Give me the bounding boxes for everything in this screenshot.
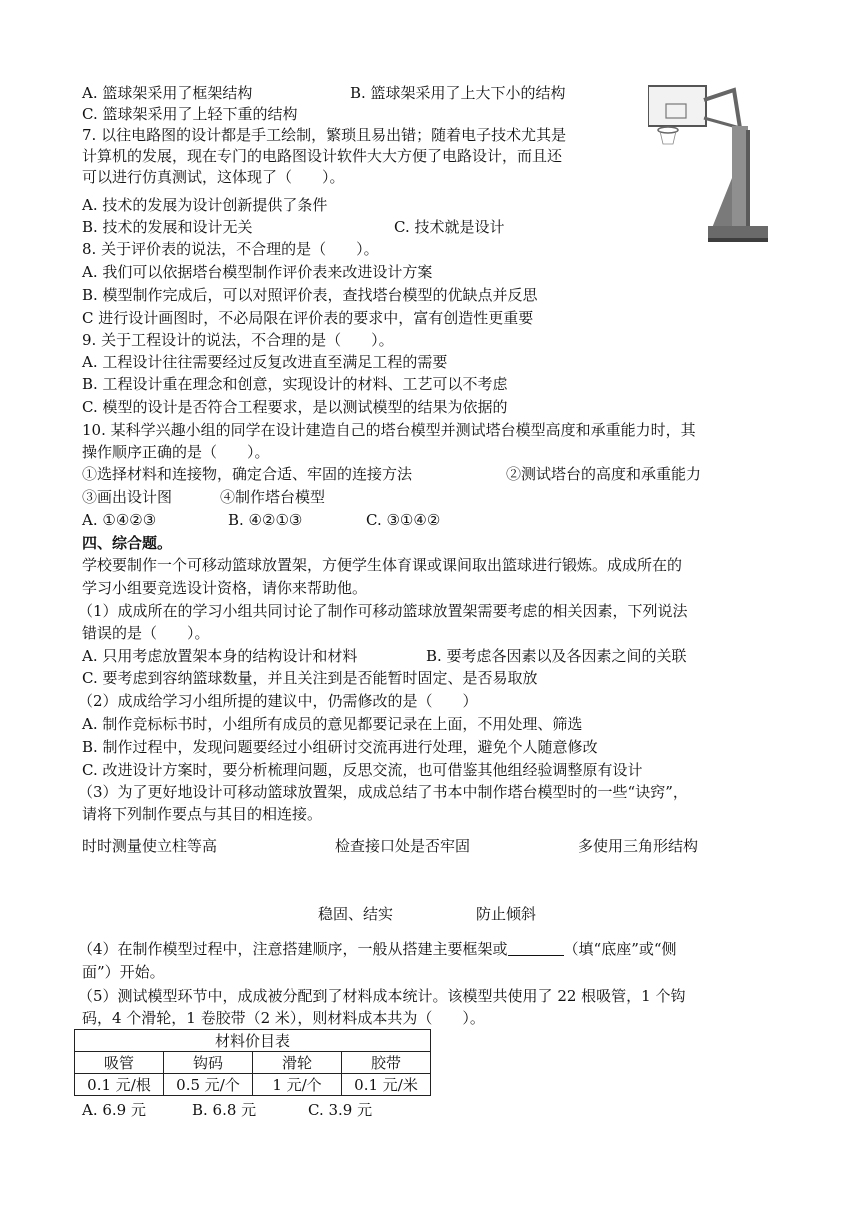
p3-purpose-2[interactable]: 防止倾斜: [476, 905, 537, 923]
p2-option-c: C. 改进设计方案时，要分析梳理问题，反思交流，也可借鉴其他组经验调整原有设计: [82, 761, 643, 779]
section-intro-line2: 学习小组要竞选设计资格，请你来帮助他。: [82, 579, 368, 597]
p3-point-2[interactable]: 检查接口处是否牢固: [335, 837, 471, 855]
p1-option-c: C. 要考虑到容纳篮球数量，并且关注到是否能暂时固定、是否易取放: [82, 669, 538, 687]
q9-option-c: C. 模型的设计是否符合工程要求，是以测试模型的结果为依据的: [82, 398, 508, 416]
q10-option-b: B. ④②①③: [228, 511, 303, 529]
p3-purpose-1[interactable]: 稳固、结实: [318, 905, 394, 923]
q7-stem-line2: 计算机的发展，现在专门的电路图设计软件大大方便了电路设计，而且还: [82, 147, 563, 165]
q10-item-1: ①选择材料和连接物，确定合适、牢固的连接方法: [82, 465, 413, 483]
q6-option-a: A. 篮球架采用了框架结构: [82, 84, 253, 102]
p5-option-c: C. 3.9 元: [308, 1101, 373, 1119]
q7-stem-line3: 可以进行仿真测试，这体现了（ ）。: [82, 168, 345, 186]
p5-stem-line2: 码，4 个滑轮，1 卷胶带（2 米），则材料成本共为（ ）。: [82, 1009, 485, 1027]
price-table: [74, 1029, 431, 1096]
q10-option-a: A. ①④②③: [82, 511, 157, 529]
p5-option-b: B. 6.8 元: [192, 1101, 257, 1119]
q8-stem: 8. 关于评价表的说法，不合理的是（ ）。: [82, 240, 379, 258]
p2-option-b: B. 制作过程中，发现问题要经过小组研讨交流再进行处理，避免个人随意修改: [82, 738, 598, 756]
q8-option-c: C 进行设计画图时，不必局限在评价表的要求中，富有创造性更重要: [82, 309, 534, 327]
q7-option-b: B. 技术的发展和设计无关: [82, 218, 253, 236]
q7-stem-line1: 7. 以往电路图的设计都是手工绘制，繁琐且易出错；随着电子技术尤其是: [82, 126, 567, 144]
p4-text-before-blank: （4）在制作模型过程中，注意搭建顺序，一般从搭建主要框架或: [78, 940, 508, 958]
q10-stem-line1: 10. 某科学兴趣小组的同学在设计建造自己的塔台模型并测试塔台模型高度和承重能力时，其: [82, 421, 696, 439]
p1-stem-line2: 错误的是（ ）。: [82, 624, 210, 642]
price-table-header: 钩码: [164, 1052, 253, 1074]
p4-stem-line1: [78, 939, 677, 960]
price-table-cell: 0.1 元/根: [75, 1074, 164, 1096]
section-heading: 四、综合题。: [82, 534, 173, 552]
q8-option-a: A. 我们可以依据塔台模型制作评价表来改进设计方案: [82, 263, 433, 281]
q9-stem: 9. 关于工程设计的说法，不合理的是（ ）。: [82, 331, 394, 349]
p4-text-after-blank: （填“底座”或“侧: [563, 940, 677, 958]
p3-stem-line2: 请将下列制作要点与其目的相连接。: [82, 805, 323, 823]
section-intro-line1: 学校要制作一个可移动篮球放置架，方便学生体育课或课间取出篮球进行锻炼。成成所在的: [82, 556, 683, 574]
q10-item-4: ④制作塔台模型: [220, 488, 326, 506]
q8-option-b: B. 模型制作完成后，可以对照评价表，查找塔台模型的优缺点并反思: [82, 286, 538, 304]
price-table-header: 胶带: [342, 1052, 431, 1074]
q10-stem-line2: 操作顺序正确的是（ ）。: [82, 443, 270, 461]
p1-stem-line1: （1）成成所在的学习小组共同讨论了制作可移动篮球放置架需要考虑的相关因素，下列说法: [78, 602, 688, 620]
q10-item-3: ③画出设计图: [82, 488, 173, 506]
basketball-hoop-image: [648, 78, 770, 246]
p3-point-3[interactable]: 多使用三角形结构: [578, 837, 699, 855]
price-table-title: 材料价目表: [75, 1030, 431, 1052]
price-table-cell: 0.5 元/个: [164, 1074, 253, 1096]
price-table-header: 吸管: [75, 1052, 164, 1074]
q7-option-c: C. 技术就是设计: [394, 218, 505, 236]
q10-option-c: C. ③①④②: [366, 511, 441, 529]
p3-stem-line1: （3）为了更好地设计可移动篮球放置架，成成总结了书本中制作塔台模型时的一些“诀窍”，: [78, 783, 688, 801]
q6-option-c: C. 篮球架采用了上轻下重的结构: [82, 105, 298, 123]
price-table-header: 滑轮: [253, 1052, 342, 1074]
q9-option-b: B. 工程设计重在理念和创意，实现设计的材料、工艺可以不考虑: [82, 375, 508, 393]
p2-option-a: A. 制作竞标标书时，小组所有成员的意见都要记录在上面，不用处理、筛选: [82, 715, 583, 733]
p3-point-1[interactable]: 时时测量使立柱等高: [82, 837, 218, 855]
q6-option-b: B. 篮球架采用了上大下小的结构: [350, 84, 566, 102]
p5-option-a: A. 6.9 元: [82, 1101, 146, 1119]
q10-item-2: ②测试塔台的高度和承重能力: [506, 465, 702, 483]
q9-option-a: A. 工程设计往往需要经过反复改进直至满足工程的需要: [82, 353, 448, 371]
q7-option-a: A. 技术的发展为设计创新提供了条件: [82, 196, 328, 214]
p1-option-b: B. 要考虑各因素以及各因素之间的关联: [426, 647, 687, 665]
price-table-cell: 1 元/个: [253, 1074, 342, 1096]
price-table-cell: 0.1 元/米: [342, 1074, 431, 1096]
p2-stem: （2）成成给学习小组所提的建议中，仍需修改的是（ ）: [78, 692, 478, 710]
p4-stem-line2: 面”）开始。: [82, 963, 165, 981]
p1-option-a: A. 只用考虑放置架本身的结构设计和材料: [82, 647, 358, 665]
p5-stem-line1: （5）测试模型环节中，成成被分配到了材料成本统计。该模型共使用了 22 根吸管，1 个钩: [78, 987, 686, 1005]
answer-blank[interactable]: [508, 940, 564, 956]
